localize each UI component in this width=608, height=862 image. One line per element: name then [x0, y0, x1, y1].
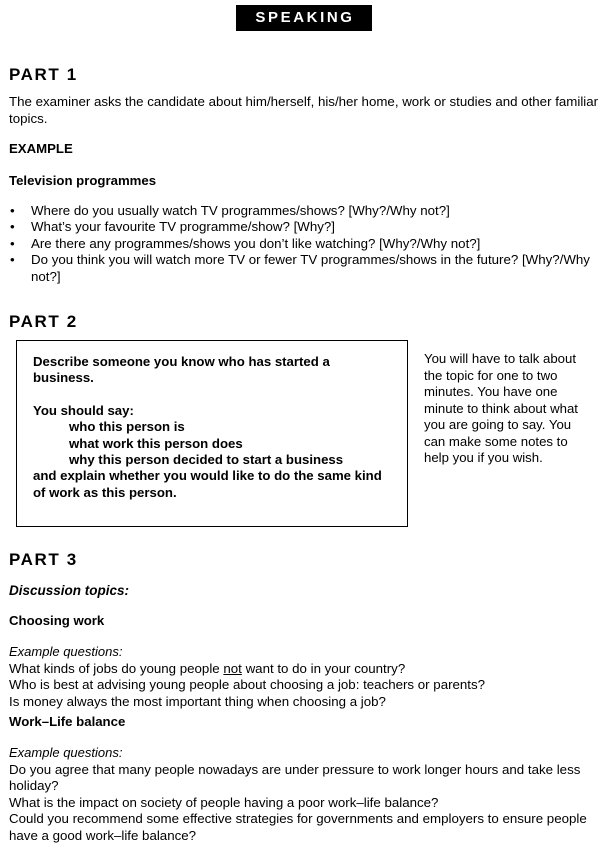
topic-questions-choosing-work: [9, 661, 601, 710]
part-2-cue-card: [16, 340, 408, 527]
part-1-example-label: EXAMPLE: [9, 141, 73, 156]
cue-card-point: why this person decided to start a business: [69, 452, 344, 468]
question-line: Do you agree that many people nowadays are under pressure to work longer hours and take less holiday?: [9, 762, 581, 794]
topic-title-choosing-work: Choosing work: [9, 613, 105, 628]
example-questions-label: Example questions:: [9, 644, 123, 659]
cue-card-say-label: You should say:: [33, 402, 134, 418]
cue-card-spacer: [33, 387, 383, 403]
question-line: Is money always the most important thing when choosing a job?: [9, 693, 386, 709]
part-2-heading: PART 2: [9, 312, 78, 331]
part-2-side-note: You will have to talk about the topic for one to two minutes. You have one minute to think about what you are going to say. You can make some notes to help you if you wish.: [424, 351, 578, 465]
bullet-icon: •: [10, 235, 15, 251]
part-1-intro: The examiner asks the candidate about him/herself, his/her home, work or studies and other familiar topics.: [9, 94, 599, 126]
topic-title-work-life-balance: Work–Life balance: [9, 714, 126, 729]
banner-row: [0, 5, 608, 31]
list-item-text: Do you think you will watch more TV or fewer TV programmes/shows in the future? [Why?/Why not?]: [31, 252, 590, 284]
bullet-icon: •: [10, 252, 15, 268]
cue-card-closing: and explain whether you would like to do the same kind of work as this person.: [33, 468, 382, 500]
cue-card-point: what work this person does: [69, 435, 243, 451]
bullet-icon: •: [10, 203, 15, 218]
list-item: [9, 203, 599, 219]
list-item: [9, 236, 599, 252]
list-item-text: Where do you usually watch TV programmes/shows? [Why?/Why not?]: [31, 203, 450, 218]
cue-card-prompt: Describe someone you know who has started a business.: [33, 354, 330, 386]
list-item-text: What’s your favourite TV programme/show? [Why?]: [31, 219, 335, 235]
example-questions-label: Example questions:: [9, 745, 123, 760]
part-1-topic: Television programmes: [9, 173, 157, 188]
list-item-text: Are there any programmes/shows you don’t like watching? [Why?/Why not?]: [31, 235, 481, 251]
question-line: What kinds of jobs do young people not want to do in your country?: [9, 661, 406, 676]
part-3-heading: PART 3: [9, 550, 78, 569]
list-item: [9, 252, 599, 285]
part-3-discussion-label: Discussion topics:: [9, 583, 130, 598]
cue-card-content: [33, 354, 383, 501]
cue-card-point: who this person is: [69, 419, 185, 435]
topic-questions-work-life-balance: [9, 762, 601, 844]
section-title-banner: SPEAKING: [236, 5, 371, 31]
question-line: Who is best at advising young people about choosing a job: teachers or parents?: [9, 677, 486, 693]
question-line: What is the impact on society of people having a poor work–life balance?: [9, 794, 439, 810]
bullet-icon: •: [10, 219, 15, 235]
part-1-heading: PART 1: [9, 65, 78, 84]
question-line: Could you recommend some effective strategies for governments and employers to ensure people have a good work–life balance?: [9, 811, 587, 843]
list-item: [9, 219, 599, 235]
part-1-question-list: [9, 203, 599, 285]
